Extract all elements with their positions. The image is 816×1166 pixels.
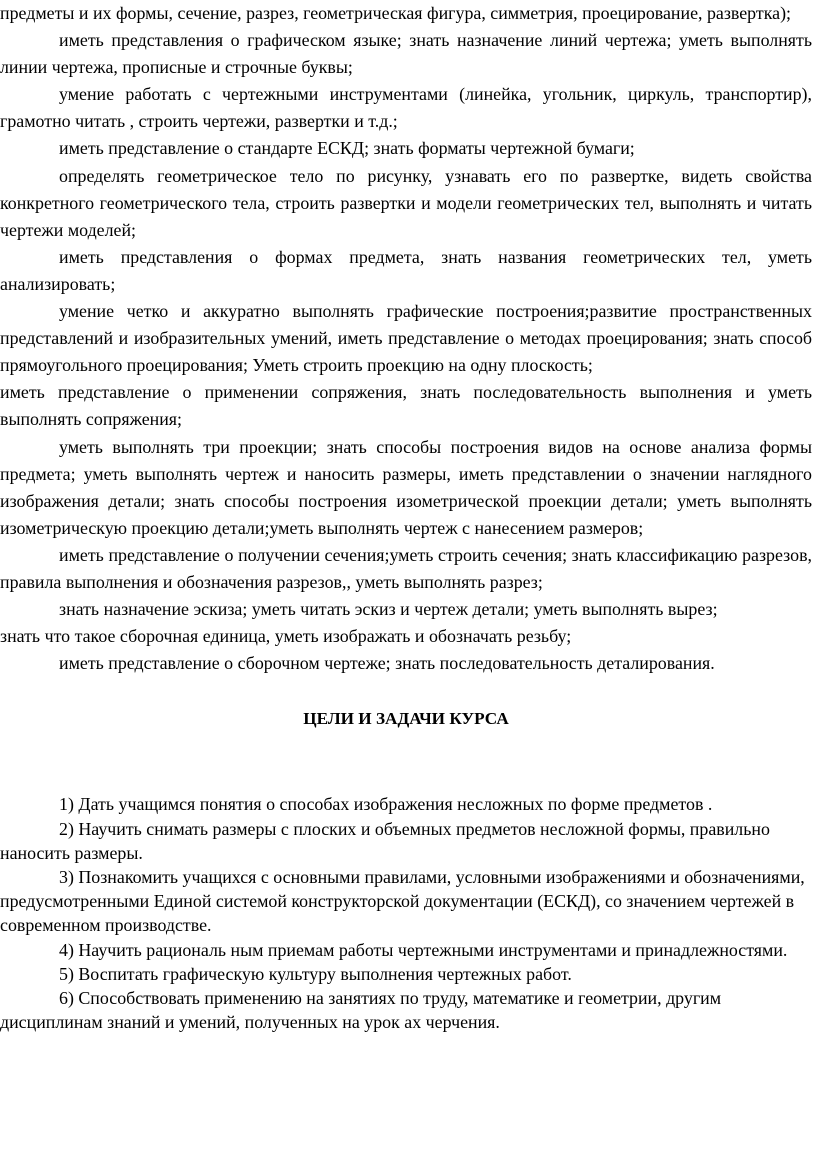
competency-item: иметь представления о формах предмета, знать названия геометрических тел, уметь анализировать; [0,246,812,294]
competency-item: уметь выполнять три проекции; знать способы построения видов на основе анализа формы предмета; уметь выполнять чертеж и наносить размеры, иметь представлении о значении наглядного изображения детали; знать способы построения изометрической проекции детали; уметь выполнять изометрическую проекцию детали;уметь выполнять чертеж с нанесением размеров; [0,436,812,538]
competency-item: умение четко и аккуратно выполнять графические построения;развитие пространственных представлений и изобразительных умений, иметь представление о методах проецирования; знать способ прямоугольного проецирования; Уметь строить проекцию на одну плоскость; [0,301,812,376]
competency-item: иметь представления о графическом языке; знать назначение линий чертежа; уметь выполнять линии чертежа, прописные и строчные буквы; [0,30,812,78]
goal-item: 1) Дать учащимся понятия о способах изображения несложных по форме предметов . [59,794,713,815]
goal-item: 2) Научить снимать размеры с плоских и объемных предметов несложной формы, правильно наносить размеры. [0,818,770,863]
competency-item: иметь представление о стандарте ЕСКД; знать форматы чертежной бумаги; [59,138,635,159]
competency-item: определять геометрическое тело по рисунку, узнавать его по развертке, видеть свойства конкретного геометрического тела, строить развертки и модели геометрических тел, выполнять и читать чертежи моделей; [0,165,812,240]
goal-item: 4) Научить рациональ ным приемам работы чертежными инструментами и принадлежностями. [59,939,788,960]
competency-item: иметь представление о применении сопряжения, знать последовательность выполнения и уметь выполнять сопряжения; [0,382,812,430]
competency-item: иметь представление о получении сечения;уметь строить сечения; знать классификацию разрезов, правила выполнения и обозначения разрезов,, уметь выполнять разрез; [0,544,812,592]
competency-item: умение работать с чертежными инструментами (линейка, угольник, циркуль, транспортир), грамотно читать , строить чертежи, развертки и т.д.; [0,84,812,132]
competency-item: знать что такое сборочная единица, уметь изображать и обозначать резьбу; [0,626,572,647]
competency-item: знать назначение эскиза; уметь читать эскиз и чертеж детали; уметь выполнять вырез; [59,599,718,620]
competency-item: иметь представление о сборочном чертеже; знать последовательность деталирования. [59,653,715,674]
goal-item: 5) Воспитать графическую культуру выполнения чертежных работ. [59,963,572,984]
section-title: ЦЕЛИ И ЗАДАЧИ КУРСА [303,709,509,729]
goal-item: 6) Способствовать применению на занятиях по труду, математике и геометрии, другим дисциплинам знаний и умений, полученных на урок ах черчения. [0,987,722,1033]
competency-item: предметы и их формы, сечение, разрез, геометрическая фигура, симметрия, проецирование, развертка); [0,3,792,23]
goals-list [0,792,812,1034]
goal-item: 3) Познакомить учащихся с основными правилами, условными изображениями и обозначениями, предусмотренными Единой системой конструкторской документации (ЕСКД), со значением чертежей в современном производстве. [0,866,805,936]
